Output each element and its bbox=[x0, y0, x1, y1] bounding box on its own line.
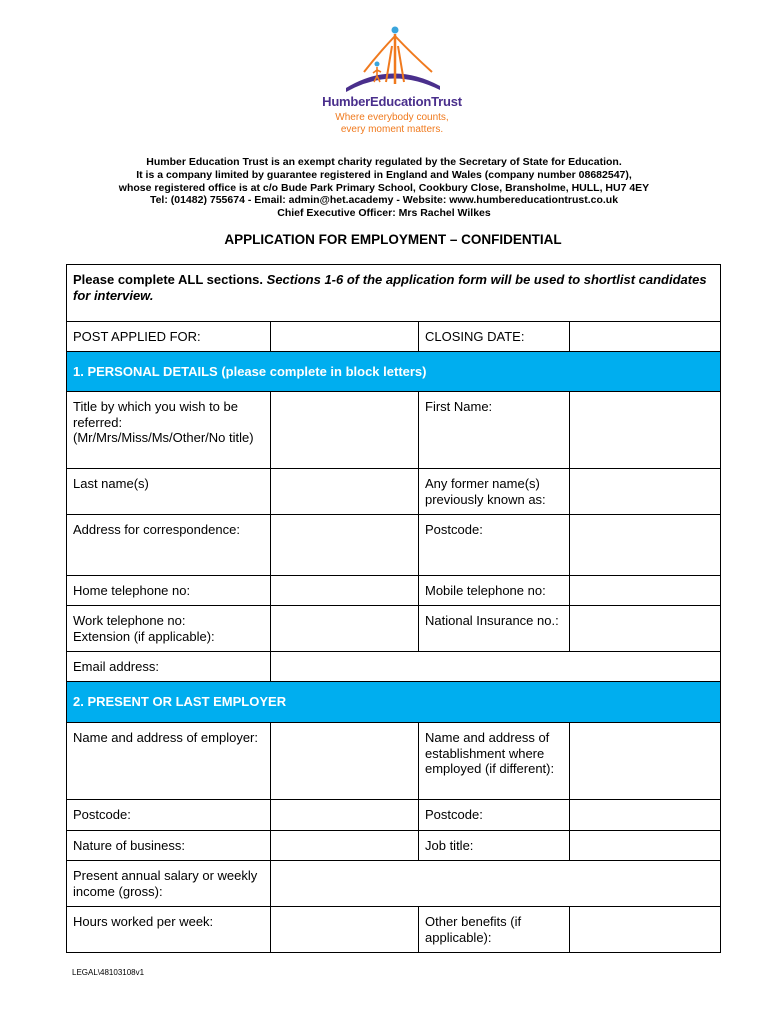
address-field[interactable] bbox=[271, 515, 419, 576]
logo-tagline bbox=[312, 112, 472, 136]
work-tel-text: Work telephone no: bbox=[73, 613, 186, 628]
business-nature-field[interactable] bbox=[271, 831, 419, 861]
establishment-postcode-label: Postcode: bbox=[419, 800, 570, 831]
logo bbox=[312, 24, 472, 140]
form-intro bbox=[67, 265, 721, 322]
extension-text: Extension (if applicable): bbox=[73, 628, 215, 644]
ni-no-field[interactable] bbox=[570, 606, 721, 652]
work-tel-label bbox=[67, 606, 271, 652]
employer-name-field[interactable] bbox=[271, 723, 419, 800]
establishment-field[interactable] bbox=[570, 723, 721, 800]
document-reference: LEGAL\48103108v1 bbox=[72, 968, 145, 977]
bridge-logo-icon bbox=[340, 24, 444, 94]
employer-postcode-field[interactable] bbox=[271, 800, 419, 831]
business-nature-label: Nature of business: bbox=[67, 831, 271, 861]
title-label: Title by which you wish to be referred: (Mr/Mrs/Miss/Ms/Other/No title) bbox=[67, 392, 271, 469]
charity-line-1: Humber Education Trust is an exempt charity regulated by the Secretary of State for Education. bbox=[146, 156, 622, 168]
former-names-label: Any former name(s) previously known as: bbox=[419, 469, 570, 515]
hours-label: Hours worked per week: bbox=[67, 907, 271, 953]
section-2-heading: 2. PRESENT OR LAST EMPLOYER bbox=[67, 682, 721, 723]
salary-label: Present annual salary or weekly income (gross): bbox=[67, 861, 271, 907]
charity-line-2: It is a company limited by guarantee registered in England and Wales (company number 08682547), bbox=[136, 168, 632, 181]
other-benefits-field[interactable] bbox=[570, 907, 721, 953]
establishment-label: Name and address of establishment where employed (if different): bbox=[419, 723, 570, 800]
charity-info bbox=[60, 156, 708, 220]
home-tel-label: Home telephone no: bbox=[67, 576, 271, 606]
title-field[interactable] bbox=[271, 392, 419, 469]
employer-name-label: Name and address of employer: bbox=[67, 723, 271, 800]
salary-field[interactable] bbox=[271, 861, 721, 907]
page-title: APPLICATION FOR EMPLOYMENT – CONFIDENTIAL bbox=[224, 232, 562, 247]
hours-field[interactable] bbox=[271, 907, 419, 953]
intro-italic: Sections 1-6 of the application form will be used to shortlist candidates for interview. bbox=[73, 272, 707, 303]
job-title-label: Job title: bbox=[419, 831, 570, 861]
job-title-field[interactable] bbox=[570, 831, 721, 861]
closing-date-field[interactable] bbox=[570, 322, 721, 352]
intro-bold: Please complete ALL sections. bbox=[73, 272, 264, 287]
last-name-label: Last name(s) bbox=[67, 469, 271, 515]
tagline-line-1: Where everybody counts, bbox=[335, 112, 449, 123]
establishment-postcode-field[interactable] bbox=[570, 800, 721, 831]
employer-postcode-label: Postcode: bbox=[67, 800, 271, 831]
charity-line-4: Tel: (01482) 755674 - Email: admin@het.academy - Website: www.humbereducationtrust.co.uk bbox=[149, 194, 619, 207]
mobile-tel-field[interactable] bbox=[570, 576, 721, 606]
post-applied-field[interactable] bbox=[271, 322, 419, 352]
ni-no-label: National Insurance no.: bbox=[419, 606, 570, 652]
charity-line-3: whose registered office is at c/o Bude Park Primary School, Cookbury Close, Bransholme, HULL, HU7 4EY bbox=[118, 181, 650, 194]
email-label: Email address: bbox=[67, 652, 271, 682]
postcode-label: Postcode: bbox=[419, 515, 570, 576]
postcode-field[interactable] bbox=[570, 515, 721, 576]
section-1-heading: 1. PERSONAL DETAILS (please complete in block letters) bbox=[67, 352, 721, 392]
first-name-label: First Name: bbox=[419, 392, 570, 469]
charity-line-5: Chief Executive Officer: Mrs Rachel Wilkes bbox=[277, 207, 491, 220]
former-names-field[interactable] bbox=[570, 469, 721, 515]
tagline-line-2: every moment matters. bbox=[340, 124, 444, 135]
home-tel-field[interactable] bbox=[271, 576, 419, 606]
email-field[interactable] bbox=[271, 652, 721, 682]
address-label: Address for correspondence: bbox=[67, 515, 271, 576]
application-form bbox=[66, 264, 721, 953]
logo-wordmark: HumberEducationTrust bbox=[322, 94, 462, 109]
post-applied-label: POST APPLIED FOR: bbox=[67, 322, 271, 352]
last-name-field[interactable] bbox=[271, 469, 419, 515]
other-benefits-label: Other benefits (if applicable): bbox=[419, 907, 570, 953]
first-name-field[interactable] bbox=[570, 392, 721, 469]
closing-date-label: CLOSING DATE: bbox=[419, 322, 570, 352]
work-tel-field[interactable] bbox=[271, 606, 419, 652]
mobile-tel-label: Mobile telephone no: bbox=[419, 576, 570, 606]
